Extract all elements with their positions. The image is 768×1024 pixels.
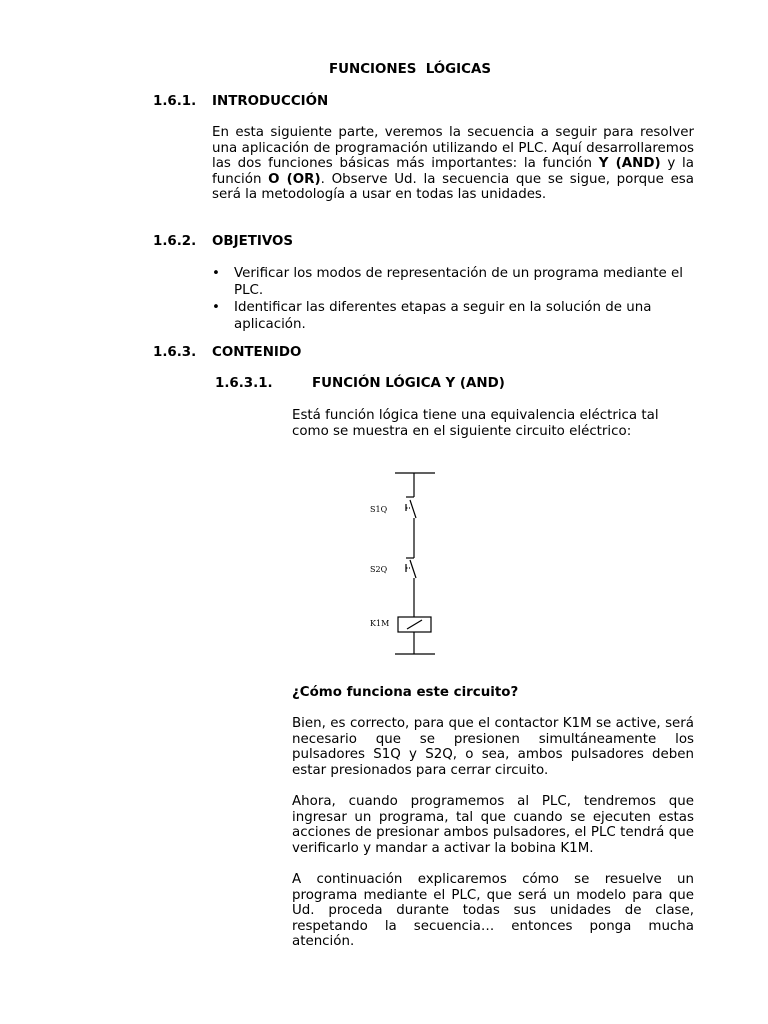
s2q-label: S2Q <box>370 565 388 574</box>
intro-bold-and: Y (AND) <box>598 156 661 172</box>
intro-text-1: En esta siguiente parte, veremos la secuencia a seguir para resolver una aplicación de programación utilizando el PLC. Aquí desarrollaremos las dos funciones básicas más importantes: la función <box>212 125 694 172</box>
section-title: CONTENIDO <box>212 345 302 360</box>
s1q-label: S1Q <box>370 505 388 514</box>
objective-text: Identificar las diferentes etapas a seguir en la solución de una aplicación. <box>234 300 652 332</box>
section-title: INTRODUCCIÓN <box>212 94 329 109</box>
section-number: 1.6.2. <box>153 234 197 249</box>
section-number: 1.6.3. <box>153 345 197 360</box>
objective-text: Verificar los modos de representación de un programa mediante el PLC. <box>234 266 683 298</box>
list-item <box>212 265 700 299</box>
bullet-icon: • <box>212 300 220 315</box>
page-title: FUNCIONES LÓGICAS <box>329 62 491 77</box>
intro-text-3: . Observe Ud. la secuencia que se sigue, porque esa será la metodología a usar en todas las unidades. <box>212 171 694 203</box>
s2q-pushbutton-symbol <box>406 558 416 617</box>
and-intro-text: Está función lógica tiene una equivalencia eléctrica tal como se muestra en el siguiente circuito eléctrico: <box>292 408 659 439</box>
section-title: OBJETIVOS <box>212 234 293 249</box>
s1q-pushbutton-symbol <box>406 497 416 558</box>
bullet-icon: • <box>212 266 220 281</box>
explanation-paragraph-2 <box>292 794 694 856</box>
explanation-paragraph-1 <box>292 716 694 778</box>
paragraph-text: A continuación explicaremos cómo se resuelve un programa mediante el PLC, que será un modelo para que Ud. proceda durante todas sus unidades de clase, respetando la secuencia… entonces ponga mucha atención. <box>292 872 694 950</box>
objectives-list <box>212 265 700 333</box>
k1m-label: K1M <box>370 619 390 628</box>
and-circuit-diagram <box>360 466 450 662</box>
question-heading: ¿Cómo funciona este circuito? <box>292 685 519 700</box>
intro-text-2: y la función <box>212 156 694 187</box>
intro-bold-or: O (OR) <box>268 171 321 187</box>
subsection-number: 1.6.3.1. <box>215 376 273 391</box>
section-number: 1.6.1. <box>153 94 197 109</box>
intro-paragraph <box>212 125 694 203</box>
k1m-coil-symbol <box>398 617 431 654</box>
paragraph-text: Ahora, cuando programemos al PLC, tendremos que ingresar un programa, tal que cuando se ejecuten estas acciones de presionar ambos pulsadores, el PLC tendrá que verificarlo y mandar a activar la bobina K1M. <box>292 794 694 856</box>
subsection-title: FUNCIÓN LÓGICA Y (AND) <box>312 376 505 391</box>
paragraph-text: Bien, es correcto, para que el contactor K1M se active, será necesario que se presionen simultáneamente los pulsadores S1Q y S2Q, o sea, ambos pulsadores deben estar presionados para cerrar circuito. <box>292 716 694 778</box>
and-intro-paragraph <box>292 408 692 439</box>
explanation-paragraph-3 <box>292 872 694 950</box>
list-item <box>212 299 700 333</box>
